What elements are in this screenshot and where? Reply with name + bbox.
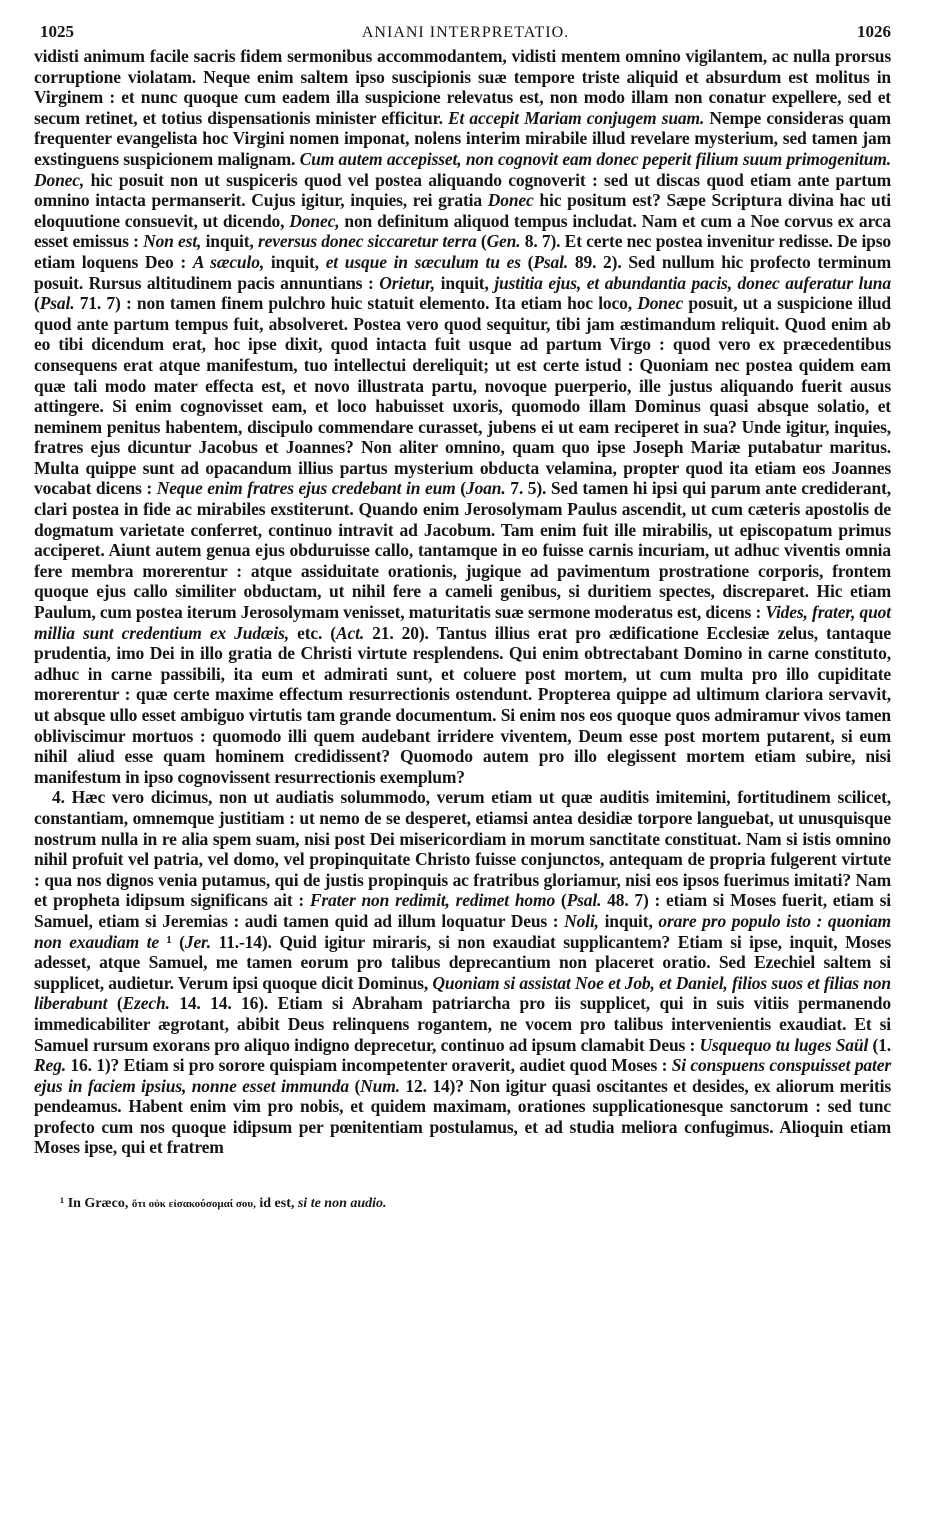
text-run: ¹ (: [158, 931, 185, 952]
italic-run: Donec,: [289, 210, 340, 231]
text-run: inquit,: [434, 272, 495, 293]
page: [34, 22, 891, 1212]
text-run: hic posuit non ut suspiceris quod vel postea aliquando cognoverit : sed ut discas quod etiam ante partum omnino intacta permanserit. Cujus igitur, inquies, rei gratia: [34, 169, 891, 211]
text-run: 14. 14. 16). Etiam si Abraham patriarcha pro iis supplicet, qui in suis vitiis permanendo immedicabiliter ægrotant, abibit Deus relinquens rogantem, ne vocem pro talibus intervenientis exaudiat. Et si Samuel rursum exorans pro aliquo indigno deprecetur, continuo ad ipsum clamabit Deus :: [34, 993, 891, 1055]
text-run: 7. 5). Sed tamen hi ipsi qui parum ante crediderant, clari postea in fide ac mirabiles exstiterunt. Quando enim Jerosolymam Paulus ascendit, ut cum cæteris apostolis de dogmatum varietate conferret, continuo intravit ad Jacobum. Tam enim fuit ille mirabilis, ut episcopatum primus acciperet. Aiunt autem genua ejus obduruisse callo, tantamque in eo fuisse carnis incuriam, ut adhuc viventis omnia fere membra morerentur : atque assiduitate orationis, jugique ad pavimentum prostratione corporis, frontem quoque ejus callo similiter obductam, ut nihil fere a cameli genibus, si duritiem spectes, discreparet. Hic etiam Paulum, cum postea iterum Jerosolymam venisset, maturitatis suæ sermone moderatus est, dicens :: [34, 478, 892, 623]
italic-run: Num.: [360, 1075, 400, 1096]
text-run: 12. 14)? Non igitur quasi oscitantes et desides, ex aliorum meritis pendeamus. Habent enim vim pro nobis, et quidem maximam, orationes supplicationesque sanctorum : sed tunc profecto cum nos quoque idipsum per pœnitentiam postulamus, et ad studia meliora confugimus. Alioquin etiam Moses ipse, qui et fratrem: [34, 1075, 892, 1158]
text-run: (: [520, 251, 534, 272]
italic-run: Noli,: [564, 910, 599, 931]
italic-run: Joan.: [465, 478, 506, 499]
running-title: ANIANI INTERPRETATIO.: [361, 24, 570, 41]
italic-run: Donec: [637, 293, 684, 314]
text-run: 4. Hæc vero dicimus, non ut audiatis solummodo, verum etiam ut quæ auditis imitemini, fortitudinem scilicet, constantiam, omnemque justitiam : ut nemo de se desperet, etiamsi antea desidiæ torpore languebat, ut unusquisque nostrum nulla in re alia spem suam, nisi post Dei misericordiam in morum sanctitate constituat. Nam si istis omnino nihil profuit vel patria, vel domo, vel propinquitate Christo fuisse conjunctos, antequam de propria fulgerent virtute : qua nos dignos venia putamus, qui de justis propinquis ac fratribus gloriamur, nisi eos ipsos fuerimus imitati? Nam et propheta idipsum significans ait :: [34, 787, 891, 911]
page-number-left: 1025: [40, 22, 74, 41]
italic-run: Jer.: [184, 931, 211, 952]
italic-run: Gen.: [486, 231, 521, 252]
text-run: posuit, ut a suspicione illud quod ante partum tempus fuit, absolveret. Postea vero quod sequitur, tibi jam æstimandum reliquit. Quod enim ab eo tibi dicendum erat, hoc ipse dixit, quod intacta fuit usque ad partum Virgo : quod vero ex præcedentibus consequens erat atque manifestum, tuo intellectui dereliquit; ut est certe istud : Quoniam nec postea quidem eam quæ tali modo mater effecta est, et novo illustrata partu, novoque puerperio, ille justus aliquando fuerit ausus attingere. Si enim cognovisset eam, et loco habuisset uxoris, quomodo illam Dominus quasi absque solatio, et neminem penitus habentem, discipulo commendare curasset, jubens ei ut eam reciperet in sua? Unde igitur, inquies, fratres ejus dicuntur Jacobus et Joannes? Non aliter omnino, quam quo ipse Joseph Mariæ putabatur maritus. Multa quippe sunt ad opacandum illius partus mysterium obducta velamina, propter quod ita etiam eos Joannes vocabat dicens :: [34, 293, 892, 499]
italic-run: justitia ejus, et abundantia pacis, donec auferatur luna: [494, 272, 891, 293]
text-run: (: [34, 293, 40, 314]
page-number-right: 1026: [857, 22, 891, 41]
text-run: hic positum est? Sæpe Scriptura divina hac uti eloquutione consuevit, ut dicendo,: [34, 190, 891, 231]
italic-run: orare pro populo isto : quoniam non exaudiam te: [34, 910, 891, 952]
italic-run: Vides, frater, quot millia sunt credentium ex Judæis,: [34, 602, 891, 643]
text-run: (: [348, 1075, 361, 1096]
text-run: ¹ In Græco,: [60, 1196, 132, 1212]
text-run: 48. 7) : etiam si Moses fuerit, etiam si Samuel, etiam si Jeremias : audi tamen quid ad illum loquatur Deus :: [34, 890, 892, 931]
text-run: 71. 7) : non tamen finem pulchro huic statuit elemento. Ita etiam hoc loco,: [74, 293, 638, 314]
italic-run: Donec: [487, 190, 534, 211]
running-header: [40, 22, 891, 46]
italic-run: Psal.: [566, 890, 602, 911]
italic-run: Orietur,: [379, 272, 435, 293]
text-run: Nempe consideras quam frequenter evangelista hoc Virgini nomen imponat, nolens interim mirabile illud revelare mysterium, sed tamen jam exstinguens suspicionem malignam.: [34, 107, 891, 169]
italic-run: reversus donec siccaretur terra: [257, 231, 477, 252]
italic-run: Reg.: [34, 1055, 66, 1076]
footnote: [60, 1196, 891, 1212]
text-run: etc. (: [289, 622, 336, 643]
text-run: (1.: [868, 1034, 891, 1055]
paragraph-4: [34, 787, 891, 1158]
greek-run: ὅτι οὐκ εἰσακούσομαί σου,: [131, 1198, 256, 1211]
text-run: vidisti animum facile sacris fidem sermonibus accommodantem, vidisti mentem omnino vigilantem, ac nulla prorsus corruptione violatam. Neque enim saltem ipso suscipionis suæ tempore triste aliquid et absurdum est molitus in Virginem : et nunc quoque cum eadem illa suspicione relevatus est, non modo illam non conatur expellere, sed et secum retinet, et totius dispensationis minister efficitur.: [34, 46, 891, 128]
italic-run: Ezech.: [122, 993, 170, 1014]
text-run: 16. 1)? Etiam si pro sorore quispiam incompetenter oraverit, audiet quod Moses :: [65, 1055, 672, 1076]
italic-run: Usquequo tu luges Saül: [699, 1034, 869, 1055]
italic-run: Psal.: [39, 293, 75, 314]
text-run: 21. 20). Tantus illius erat pro ædificatione Ecclesiæ zelus, tantaque prudentia, imo Dei in illo gratia de Christi virtute resplendens. Qui enim obtrectabant Domino in carne constituto, adhuc in carne passibili, ita eum et admirati sunt, et coluere post mortem, ut cum multa pro illo cupiditate morerentur : quæ certe maxime effectum resurrectionis ostendunt. Propterea quippe ad ultimum clariora servavit, ut absque ullo esset ambiguo virtutis tam grande documentum. Si enim nos eos quoque quos admiramur vivos tamen obliviscimur mortuos : quomodo illi quem audebant irridere viventem, Deum esse post mortem putarent, si eum nihil aliud esse quam hominem credidissent? Quomodo autem pro illo elegissent mortem etiam subire, nisi manifestum in ipso cognovissent resurrectionis exemplum?: [34, 622, 891, 787]
italic-run: Neque enim fratres ejus credebant in eum: [156, 478, 456, 499]
body-text: [34, 46, 891, 1158]
text-run: (: [107, 993, 123, 1014]
italic-run: Psal.: [533, 251, 569, 272]
text-run: inquit,: [201, 231, 258, 252]
paragraph-continued: [34, 46, 891, 787]
text-run: id est,: [255, 1196, 298, 1212]
text-run: 11.-14). Quid igitur miraris, si non exaudiat supplicantem? Etiam si ipse, inquit, Moses adesset, atque Samuel, me tamen eorum pro talibus deprecantium non placeret oratio. Sed Ezechiel saltem si supplicet, audietur. Verum ipsi quoque dicit Dominus,: [34, 931, 891, 993]
italic-run: Si conspuens conspuisset pater ejus in faciem ipsius, nonne esset immunda: [34, 1055, 892, 1096]
text-run: (: [555, 890, 567, 911]
italic-run: Et accepit Mariam conjugem suam.: [448, 107, 705, 128]
italic-run: et usque in sæculum tu es: [325, 251, 521, 272]
italic-run: Quoniam si assistat Noe et Job, et Daniel, filios suos et filias non liberabunt: [34, 972, 891, 1014]
text-run: inquit,: [264, 251, 326, 272]
text-run: non definitum aliquod tempus includat. Nam et cum a Noe corvus ex arca esset emissus :: [34, 210, 891, 252]
text-run: (: [476, 231, 487, 252]
italic-run: Non est,: [143, 231, 202, 252]
text-run: (: [455, 478, 466, 499]
text-run: 8. 7). Et certe nec postea invenitur redisse. De ipso etiam loquens Deo :: [34, 231, 891, 272]
italic-run: Cum autem accepisset, non cognovit eam donec peperit filium suum primogenitum. Donec,: [34, 148, 891, 190]
italic-run: Act.: [335, 622, 365, 643]
italic-run: Frater non redimit, redimet homo: [309, 890, 556, 911]
text-run: 89. 2). Sed nullum hic profecto terminum posuit. Rursus altitudinem pacis annuntians :: [34, 251, 892, 293]
text-run: inquit,: [598, 910, 659, 931]
italic-run: A sæculo,: [192, 251, 265, 272]
italic-run: si te non audio.: [297, 1196, 387, 1212]
